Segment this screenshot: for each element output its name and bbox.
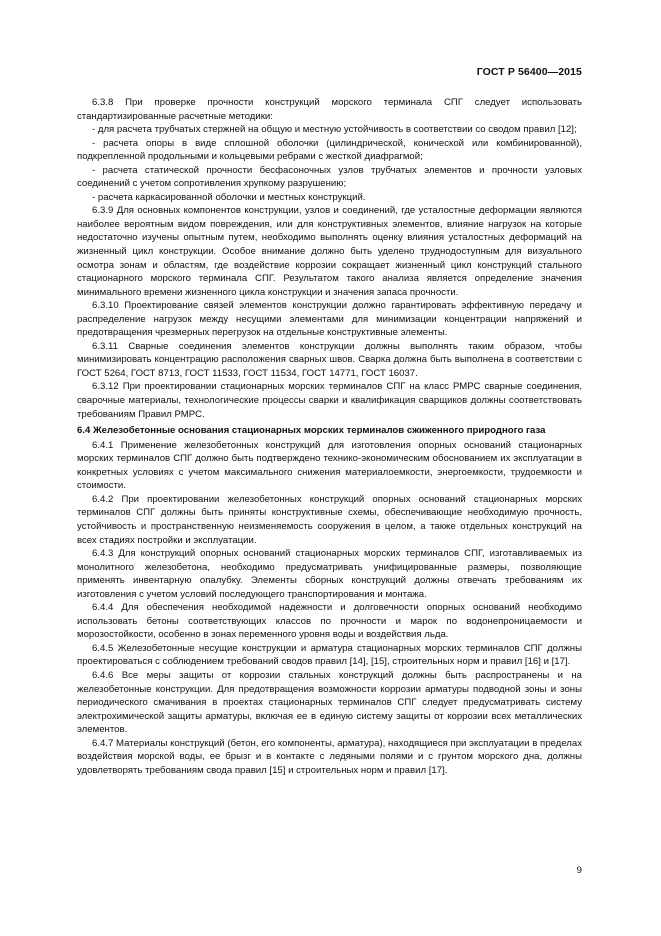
paragraph: 6.3.11 Сварные соединения элементов конструкции должны выполнять таким образом, чтобы минимизировать концентрацию расположения сварных швов. Сварка должна быть выполнена в соответствии с ГОСТ 5264, ГОСТ 8713, ГОСТ 11533, ГОСТ 11534, ГОСТ 14771, ГОСТ 16037.: [77, 340, 582, 379]
paragraph: 6.3.12 При проектировании стационарных морских терминалов СПГ на класс РМРС сварные соединения, сварочные материалы, технологические процессы сварки и квалификация сварщиков должны соответствовать требованиям Правил РМРС.: [77, 381, 582, 420]
list-item: - расчета опоры в виде сплошной оболочки (цилиндрической, конической или комбинированной), подкрепленной продольными и кольцевыми ребрами с жесткой диафрагмой;: [77, 137, 582, 163]
paragraph: 6.4.5 Железобетонные несущие конструкции и арматура стационарных морских терминалов СПГ должны проектироваться с соблюдением требований сводов правил [14], [15], строительных норм и правил [16] и [17].: [77, 642, 582, 668]
section-heading: 6.4 Железобетонные основания стационарных морских терминалов сжиженного природного газа: [77, 425, 546, 437]
list-item: - расчета каркасированной оболочки и местных конструкций.: [92, 191, 366, 203]
paragraph: 6.4.6 Все меры защиты от коррозии стальных конструкций должны быть распространены и на железобетонные конструкции. Для предотвращения возможности коррозии арматуры подводной зоны и зоны периодического смачивания в проектах стационарных терминалов СПГ следует предусматривать систему электрохимической защиты арматуры, включая ее в единую систему защиты от коррозии всех металлических элементов.: [77, 669, 582, 736]
list-item: - расчета статической прочности бесфасоночных узлов трубчатых элементов и прочности узловых соединений с учетом сопротивления хрупкому разрушению;: [77, 164, 582, 190]
paragraph: 6.4.4 Для обеспечения необходимой надежности и долговечности опорных оснований необходимо использовать бетоны соответствующих классов по прочности и марок по водонепроницаемости и морозостойкости, особенно в зонах переменного уровня воды и воздействия льда.: [77, 602, 582, 641]
paragraph: 6.3.10 Проектирование связей элементов конструкции должно гарантировать эффективную передачу и распределение нагрузок между несущими элементами для минимизации концентрации напряжений и предотвращения чрезмерных перегрузок на отдельные конструктивные элементы.: [77, 300, 582, 339]
paragraph: 6.4.1 Применение железобетонных конструкций для изготовления опорных оснований стационарных морских терминалов СПГ должно быть подтверждено технико-экономическим обоснованием их эксплуатации в конкретных условиях с учетом максимального снижения материалоемкости, энергоемкости, трудоемкости и стоимости.: [77, 439, 582, 492]
paragraph: 6.4.7 Материалы конструкций (бетон, его компоненты, арматура), находящиеся при эксплуатации в пределах воздействия морской воды, ее брызг и в контакте с ледяными полями и с грунтом морского дна, должны удовлетворять требованиям свода правил [15] и строительных норм и правил [17].: [77, 737, 582, 776]
page-number: 9: [576, 865, 582, 876]
document-number: ГОСТ Р 56400—2015: [476, 66, 582, 78]
list-item: - для расчета трубчатых стержней на общую и местную устойчивость в соответствии со сводом правил [12];: [92, 124, 577, 136]
paragraph: 6.4.2 При проектировании железобетонных конструкций опорных оснований стационарных морских терминалов СПГ должны быть приняты конструктивные схемы, обеспечивающие необходимую прочность, устойчивость и пространственную неизменяемость сооружения в целом, а также отдельных конструкций на всех стадиях постройки и эксплуатации.: [77, 493, 582, 546]
paragraph: 6.3.9 Для основных компонентов конструкции, узлов и соединений, где усталостные деформации являются наиболее вероятным видом повреждения, или для конструктивных элементов, влияние нагрузок на которые недостаточно изучены опытным путем, необходимо выполнять оценку влияния усталостных деформаций на жизненный цикл конструкции. Особое внимание должно быть уделено труднодоступным для визуального осмотра зонам и областям, где воздействие коррозии сокращает жизненный цикл конструкций стального стационарного морского терминала СПГ. Результатом такого анализа является определение значения минимального времени жизненного цикла конструкции и значения запаса прочности.: [77, 205, 582, 298]
paragraph: 6.4.3 Для конструкций опорных оснований стационарных морских терминалов СПГ, изготавливаемых из монолитного железобетона, необходимо предусматривать унифицированные размеры, позволяющие применять инвентарную опалубку. Элементы сборных конструкций должны отвечать требованиям их изготовления с учетом условий последующего транспортирования и монтажа.: [77, 548, 582, 600]
document-body: [77, 96, 582, 777]
paragraph: 6.3.8 При проверке прочности конструкций морского терминала СПГ следует использовать стандартизированные расчетные методики:: [77, 97, 582, 122]
